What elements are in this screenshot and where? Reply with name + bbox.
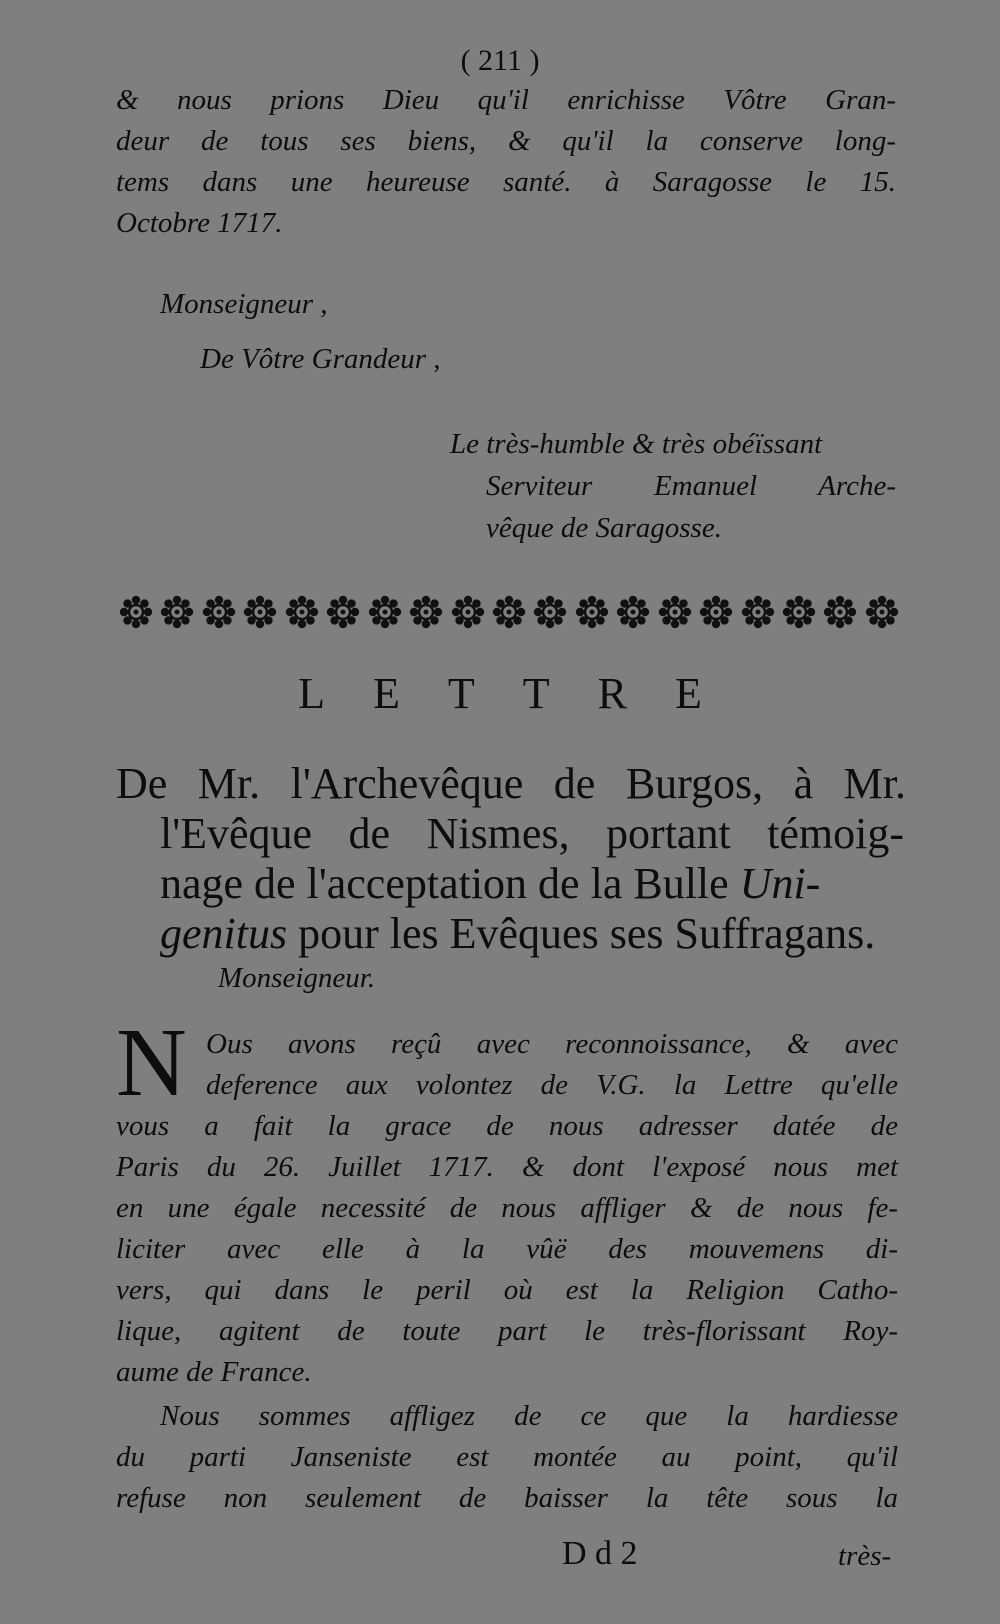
heading-line <box>160 908 920 959</box>
ornament-flower-icon <box>822 594 858 630</box>
heading-line <box>160 858 904 909</box>
text-line: tems dans une heureuse santé. à Saragosse le 15. <box>116 166 896 198</box>
salutation: Monseigneur , <box>160 288 328 320</box>
ornament-flower-icon <box>781 594 817 630</box>
text-line: & nous prions Dieu qu'il enrichisse Vôtre Gran- <box>116 84 896 116</box>
signature-line: Le très-humble & très obéïssant <box>450 428 823 460</box>
ornament-band <box>118 592 900 632</box>
ornament-flower-icon <box>367 594 403 630</box>
text-line: en une égale necessité de nous affliger & de nous fe- <box>116 1192 898 1224</box>
ornament-flower-icon <box>408 594 444 630</box>
ornament-flower-icon <box>615 594 651 630</box>
ornament-flower-icon <box>740 594 776 630</box>
signature-mark: D d 2 <box>562 1535 638 1572</box>
address: Monseigneur. <box>218 962 376 994</box>
heading-line: l'Evêque de Nismes, portant témoig- <box>160 809 904 858</box>
text-line: refuse non seulement de baisser la tête sous la <box>116 1482 898 1514</box>
ornament-flower-icon <box>159 594 195 630</box>
ornament-flower-icon <box>491 594 527 630</box>
ornament-flower-icon <box>201 594 237 630</box>
text-line: deur de tous ses biens, & qu'il la conserve long- <box>116 125 896 157</box>
heading-italic: genitus <box>160 909 288 958</box>
text-line: du parti Janseniste est montée au point, qu'il <box>116 1441 898 1473</box>
text-line: Octobre 1717. <box>116 207 283 239</box>
ornament-flower-icon <box>118 594 154 630</box>
ornament-flower-icon <box>450 594 486 630</box>
text-line: Ous avons reçû avec reconnoissance, & avec <box>206 1028 898 1060</box>
ornament-flower-icon <box>284 594 320 630</box>
heading-text: pour les Evêques ses Suffragans. <box>287 909 876 958</box>
text-line: vers, qui dans le peril où est la Religion Catho- <box>116 1274 898 1306</box>
signature-line: Serviteur Emanuel Arche- <box>486 470 896 502</box>
ornament-flower-icon <box>864 594 900 630</box>
ornament-flower-icon <box>698 594 734 630</box>
ornament-flower-icon <box>325 594 361 630</box>
text-line: aume de France. <box>116 1356 312 1388</box>
ornament-flower-icon <box>657 594 693 630</box>
text-line: Nous sommes affligez de ce que la hardiesse <box>160 1400 898 1432</box>
salutation: De Vôtre Grandeur , <box>200 343 441 375</box>
ornament-flower-icon <box>242 594 278 630</box>
drop-cap: N <box>116 1009 187 1117</box>
text-line: lique, agitent de toute part le très-florissant Roy- <box>116 1315 898 1347</box>
text-line: deference aux volontez de V.G. la Lettre qu'elle <box>206 1069 898 1101</box>
heading-italic: Uni- <box>739 859 821 908</box>
ornament-flower-icon <box>532 594 568 630</box>
catchword: très- <box>838 1540 892 1572</box>
ornament-flower-icon <box>574 594 610 630</box>
signature-line: vêque de Saragosse. <box>486 512 722 544</box>
heading-text: nage de l'acceptation de la Bulle <box>160 859 740 908</box>
text-line: Paris du 26. Juillet 1717. & dont l'exposé nous met <box>116 1151 898 1183</box>
page-number: ( 211 ) <box>460 44 540 77</box>
text-line: liciter avec elle à la vûë des mouvemens di- <box>116 1233 898 1265</box>
text-line: vous a fait la grace de nous adresser datée de <box>116 1110 898 1142</box>
letter-title: LETTRE <box>298 669 750 718</box>
heading-line: De Mr. l'Archevêque de Burgos, à Mr. <box>116 759 906 808</box>
